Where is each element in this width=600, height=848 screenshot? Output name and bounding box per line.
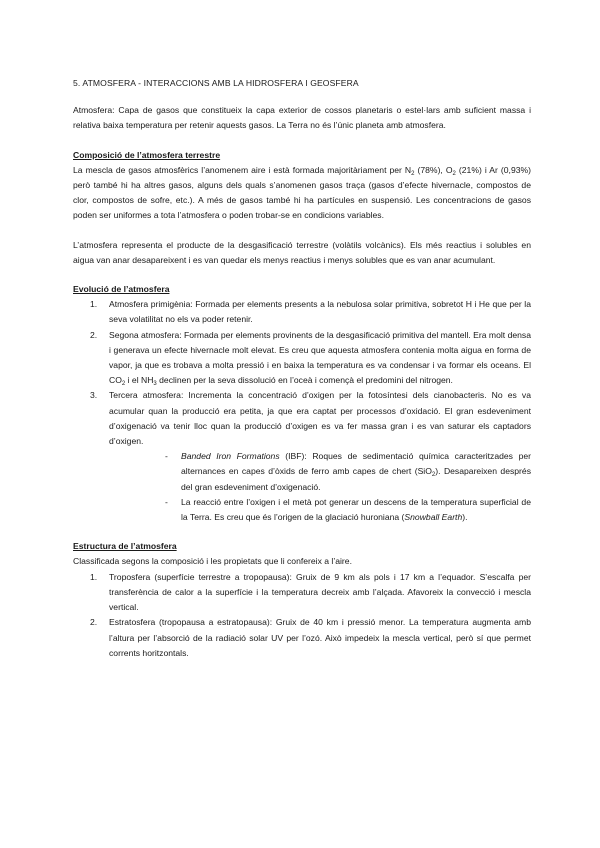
composicio-paragraph-1: La mescla de gasos atmosfèrics l’anomenem aire i està formada majoritàriament per $N_2$ (78%), $O_2$ (21%) i Ar (0,93%) però també hi ha altres gasos, alguns dels quals s’anomenen gasos traça (gasos d’efecte hivernacle, compostos de clor, compostos de sofre, etc.). A més de gasos també hi ha partícules en suspensió. Les concentracions de gasos poden ser uniformes a tota l’atmosfera o poden trobar-se en condicions variables. [73,164,532,221]
sub-list-item: - Banded Iron Formations (IBF): Roques de sedimentació química caracteritzades per alternances en capes d’òxids de ferro amb capes de chert (SiO$_2$). Desapareixen després del gran esdeveniment d’oxigenació. [165,451,531,492]
list-item: 2. Estratosfera (tropopausa a estratopausa): Gruix de 40 km i pressió menor. La temperatura augmenta amb l’altura per l’absorció de la radiació solar UV per l’ozó. Això impedeix la mescla vertical, però sí que permet corrents horitzontals. [90,617,531,658]
sub-list-item: - La reacció entre l’oxigen i el metà pot generar un descens de la temperatura superficial de la Terra. Es creu que és l’origen de la glaciació huroniana (Snowball Earth). [165,496,531,523]
evolucio-sublist [109,449,531,525]
section-heading-estructura: Estructura de l’atmosfera [73,541,177,552]
document-title: 5. ATMOSFERA - INTERACCIONS AMB LA HIDROSFERA I GEOSFERA [73,78,359,88]
evolucio-list [73,297,531,525]
list-item: 1. Troposfera (superfície terrestre a tropopausa): Gruix de 9 km als pols i 17 km a l’equador. S’escalfa per transferència de calor a la superfície i la temperatura decreix amb l’alçada. Afavoreix la convecció i mescla vertical. [90,571,531,613]
section-heading-evolucio: Evolució de l’atmosfera [73,284,170,295]
list-item: 2. Segona atmosfera: Formada per elements provinents de la desgasificació primitiva del mantell. Era molt densa i generava un efecte hivernacle molt elevat. Es creu que aquesta atmosfera contenia molta aigua en forma de vapor, ja que es trobava a molta pressió i en baixa la temperatura es va condensar i va formar els oceans. El $CO_2$ i el $NH_3$ declinen per la seva dissolució en l’oceà i començà el predomini del nitrogen. [90,329,531,388]
composicio-paragraph-2: L’atmosfera representa el producte de la desgasificació terrestre (volàtils volcànics). Els més reactius i solubles en aigua van anar desapareixent i es van quedar els menys reactius i menys solubles que es van anar acumulant. [73,239,531,265]
intro-paragraph: Atmosfera: Capa de gasos que constitueix la capa exterior de cossos planetaris o estel·lars amb suficient massa i relativa baixa temperatura per retenir aquests gasos. La Terra no és l’únic planeta amb atmosfera. [73,105,531,131]
section-heading-composicio: Composició de l’atmosfera terrestre [73,149,221,160]
estructura-intro: Classificada segons la composició i les propietats que li confereix a l’aire. [73,556,352,567]
list-item: 1. Atmosfera primigènia: Formada per elements presents a la nebulosa solar primitiva, sobretot H i He que per la seva volatilitat no els va poder retenir. [90,299,531,325]
list-item: 3. Tercera atmosfera: Incrementa la concentració d’oxigen per la fotosíntesi dels cianobacteris. No es va acumular quan la producció era petita, ja que era captat per processos d’oxidació. El gran esdeveniment d’oxigenació va tenir lloc quan la producció d’oxigen es va fer massa gran i es van saturar els captadors d’oxigen. - Banded Iron Formations (IBF): Roques de sedimentació química caracteritzades per alternances en capes d’òxids de ferro amb capes de chert (SiO$_2$). Desapareixen després del gran esdeveniment d’oxigenació. - La reacció entre l’oxigen i el metà pot generar un descens de la temperatura superficial de la Terra. Es creu que és l’origen de la glaciació huroniana (Snowball Earth). [73,388,531,525]
document-page [73,76,531,661]
estructura-list [73,570,531,661]
